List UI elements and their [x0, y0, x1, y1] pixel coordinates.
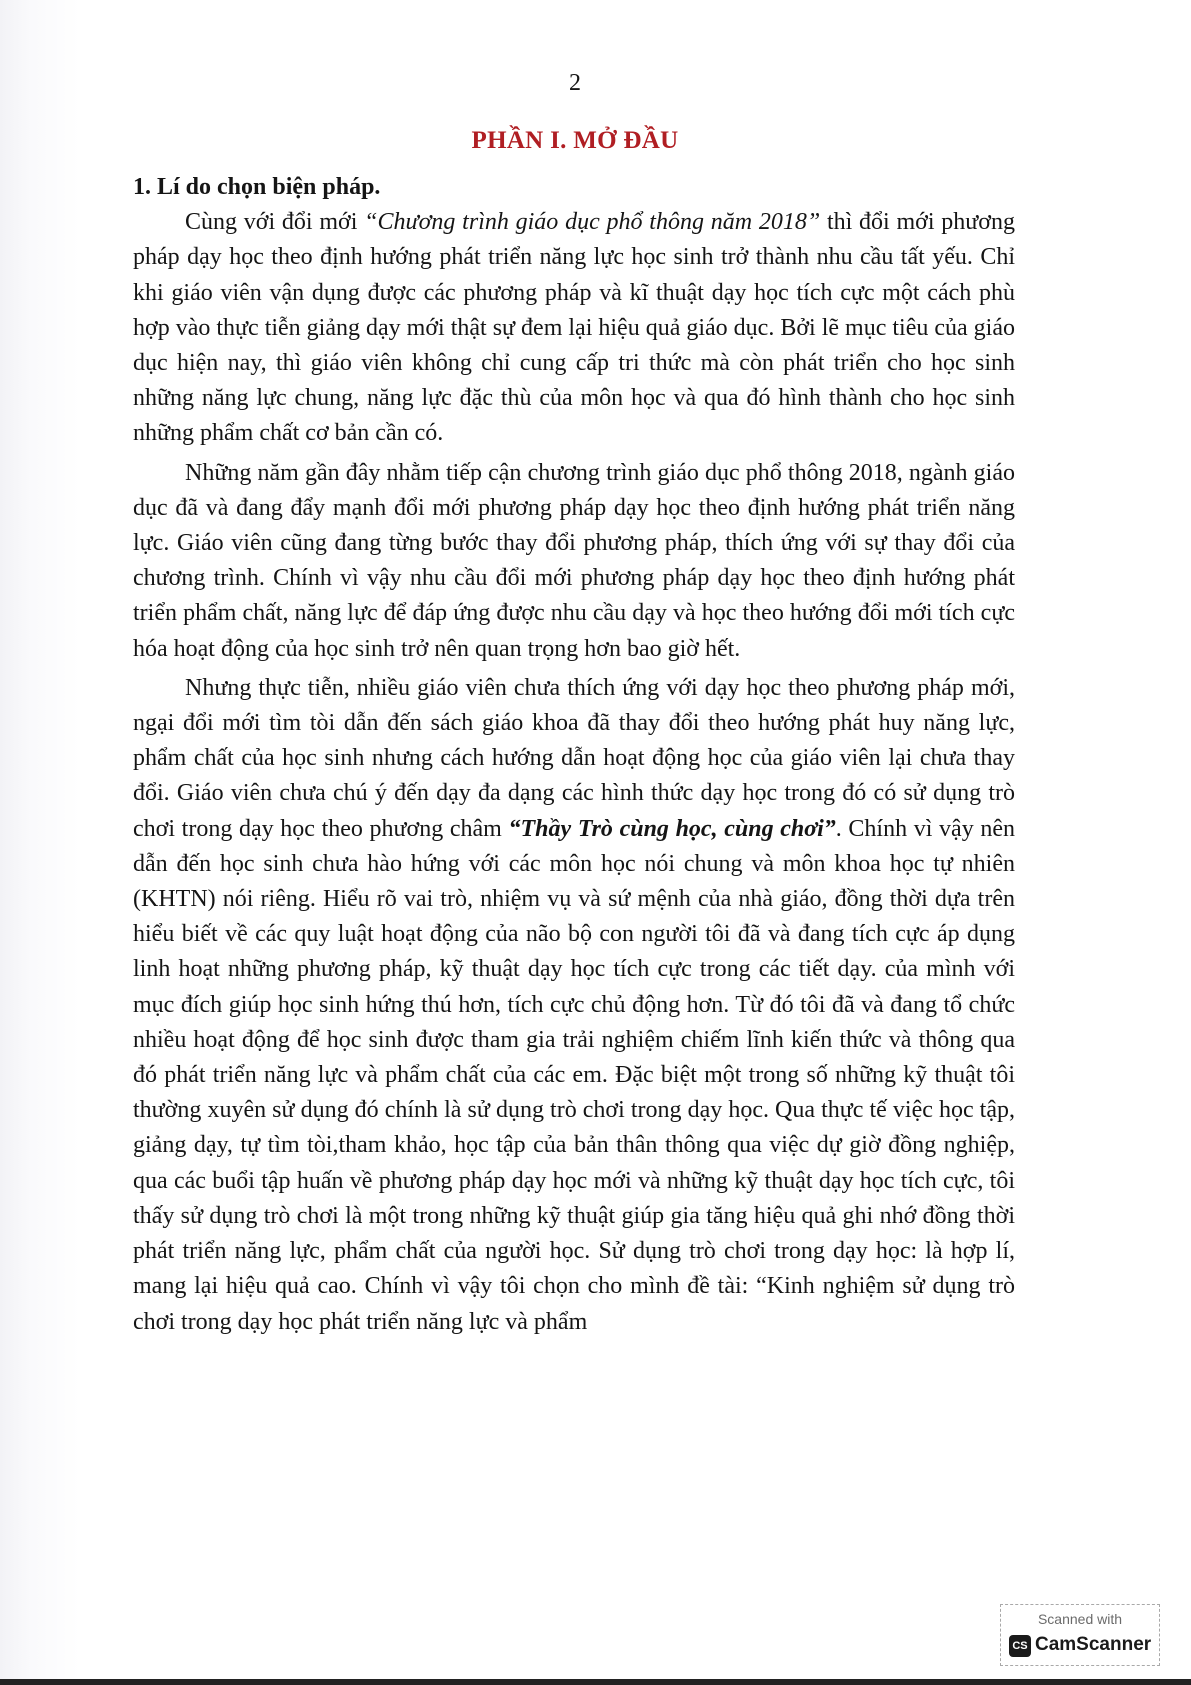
- slogan-quote: “Thầy Trò cùng học, cùng chơi”: [508, 815, 836, 842]
- watermark-caption: Scanned with: [1037, 1611, 1123, 1627]
- camscanner-logo-icon: CS: [1009, 1635, 1031, 1657]
- scan-edge-shadow: [0, 0, 80, 1685]
- paragraph-1-lead: Cùng với đổi mới: [185, 209, 365, 236]
- paragraph-1: [133, 205, 1015, 451]
- paragraph-1-rest: thì đổi mới phương pháp dạy học theo định hướng phát triển năng lực học sinh trở thành nhu cầu tất yếu. Chỉ khi giáo viên vận dụng được các phương pháp và kĩ thuật dạy học tích cực một cách phù hợp vào thực tiễn giảng dạy mới thật sự đem lại hiệu quả giáo dục. Bởi lẽ mục tiêu của giáo dục hiện nay, thì giáo viên không chỉ cung cấp tri thức mà còn phát triển cho học sinh những năng lực chung, năng lực đặc thù của môn học và qua đó hình thành cho học sinh những phẩm chất cơ bản cần có.: [133, 209, 1015, 447]
- program-title-quote: “Chương trình giáo dục phổ thông năm 2018”: [364, 209, 821, 236]
- paragraph-2: Những năm gần đây nhằm tiếp cận chương trình giáo dục phổ thông 2018, ngành giáo dục đã và đang đẩy mạnh đổi mới phương pháp dạy học theo định hướng phát triển năng lực. Giáo viên cũng đang từng bước thay đổi phương pháp, thích ứng với sự thay đổi của chương trình. Chính vì vậy nhu cầu đổi mới phương pháp dạy học theo định hướng phát triển phẩm chất, năng lực để đáp ứng được nhu cầu dạy và học theo hướng đổi mới tích cực hóa hoạt động của học sinh trở nên quan trọng hơn bao giờ hết.: [133, 459, 1015, 662]
- section-heading: 1. Lí do chọn biện pháp.: [133, 174, 381, 200]
- section-title: PHẦN I. MỞ ĐẦU: [471, 127, 679, 154]
- document-body: [133, 170, 1015, 1340]
- paragraph-3-lead: Nhưng thực tiễn, nhiều giáo viên chưa thích ứng với dạy học theo phương pháp mới, ngại đổi mới tìm tòi dẫn đến sách giáo khoa đã thay đổi theo hướng phát huy năng lực, phẩm chất của học sinh nhưng cách hướng dẫn hoạt động học của giáo viên lại chưa thay đổi. Giáo viên chưa chú ý đến dạy đa dạng các hình thức dạy học trong đó có sử dụng trò chơi trong dạy học theo phương châm: [133, 674, 1015, 842]
- paragraph-3-rest: . Chính vì vậy nên dẫn đến học sinh chưa hào hứng với các môn học nói chung và môn khoa học tự nhiên (KHTN) nói riêng. Hiểu rõ vai trò, nhiệm vụ và sứ mệnh của nhà giáo, đồng thời dựa trên hiểu biết về các quy luật hoạt động của não bộ con người tôi đã và đang tích cực áp dụng linh hoạt những phương pháp, kỹ thuật dạy học tích cực trong các tiết dạy. của mình với mục đích giúp học sinh hứng thú hơn, tích cực chủ động hơn. Từ đó tôi đã và đang tổ chức nhiều hoạt động để học sinh được tham gia trải nghiệm chiếm lĩnh kiến thức và thông qua đó phát triển năng lực và phẩm chất của các em. Đặc biệt một trong số những kỹ thuật tôi thường xuyên sử dụng đó chính là sử dụng trò chơi trong dạy học. Qua thực tế việc học tập, giảng dạy, tự tìm tòi,tham khảo, học tập của bản thân thông qua việc dự giờ đồng nghiệp, qua các buổi tập huấn về phương pháp dạy học mới và những kỹ thuật dạy học tích cực, tôi thấy sử dụng trò chơi là một trong những kỹ thuật giúp gia tăng hiệu quả ghi nhớ đồng thời phát triển năng lực, phẩm chất của người học. Sử dụng trò chơi trong dạy học: là hợp lí, mang lại hiệu quả cao. Chính vì vậy tôi chọn cho mình đề tài: “Kinh nghiệm sử dụng trò chơi trong dạy học phát triển năng lực và phẩm: [133, 815, 1016, 1335]
- paragraph-3: [133, 671, 1015, 1340]
- page-number: 2: [569, 70, 581, 96]
- watermark-brand: CamScanner: [1035, 1634, 1152, 1655]
- camscanner-watermark: [1000, 1604, 1160, 1666]
- scan-bottom-edge: [0, 1679, 1191, 1685]
